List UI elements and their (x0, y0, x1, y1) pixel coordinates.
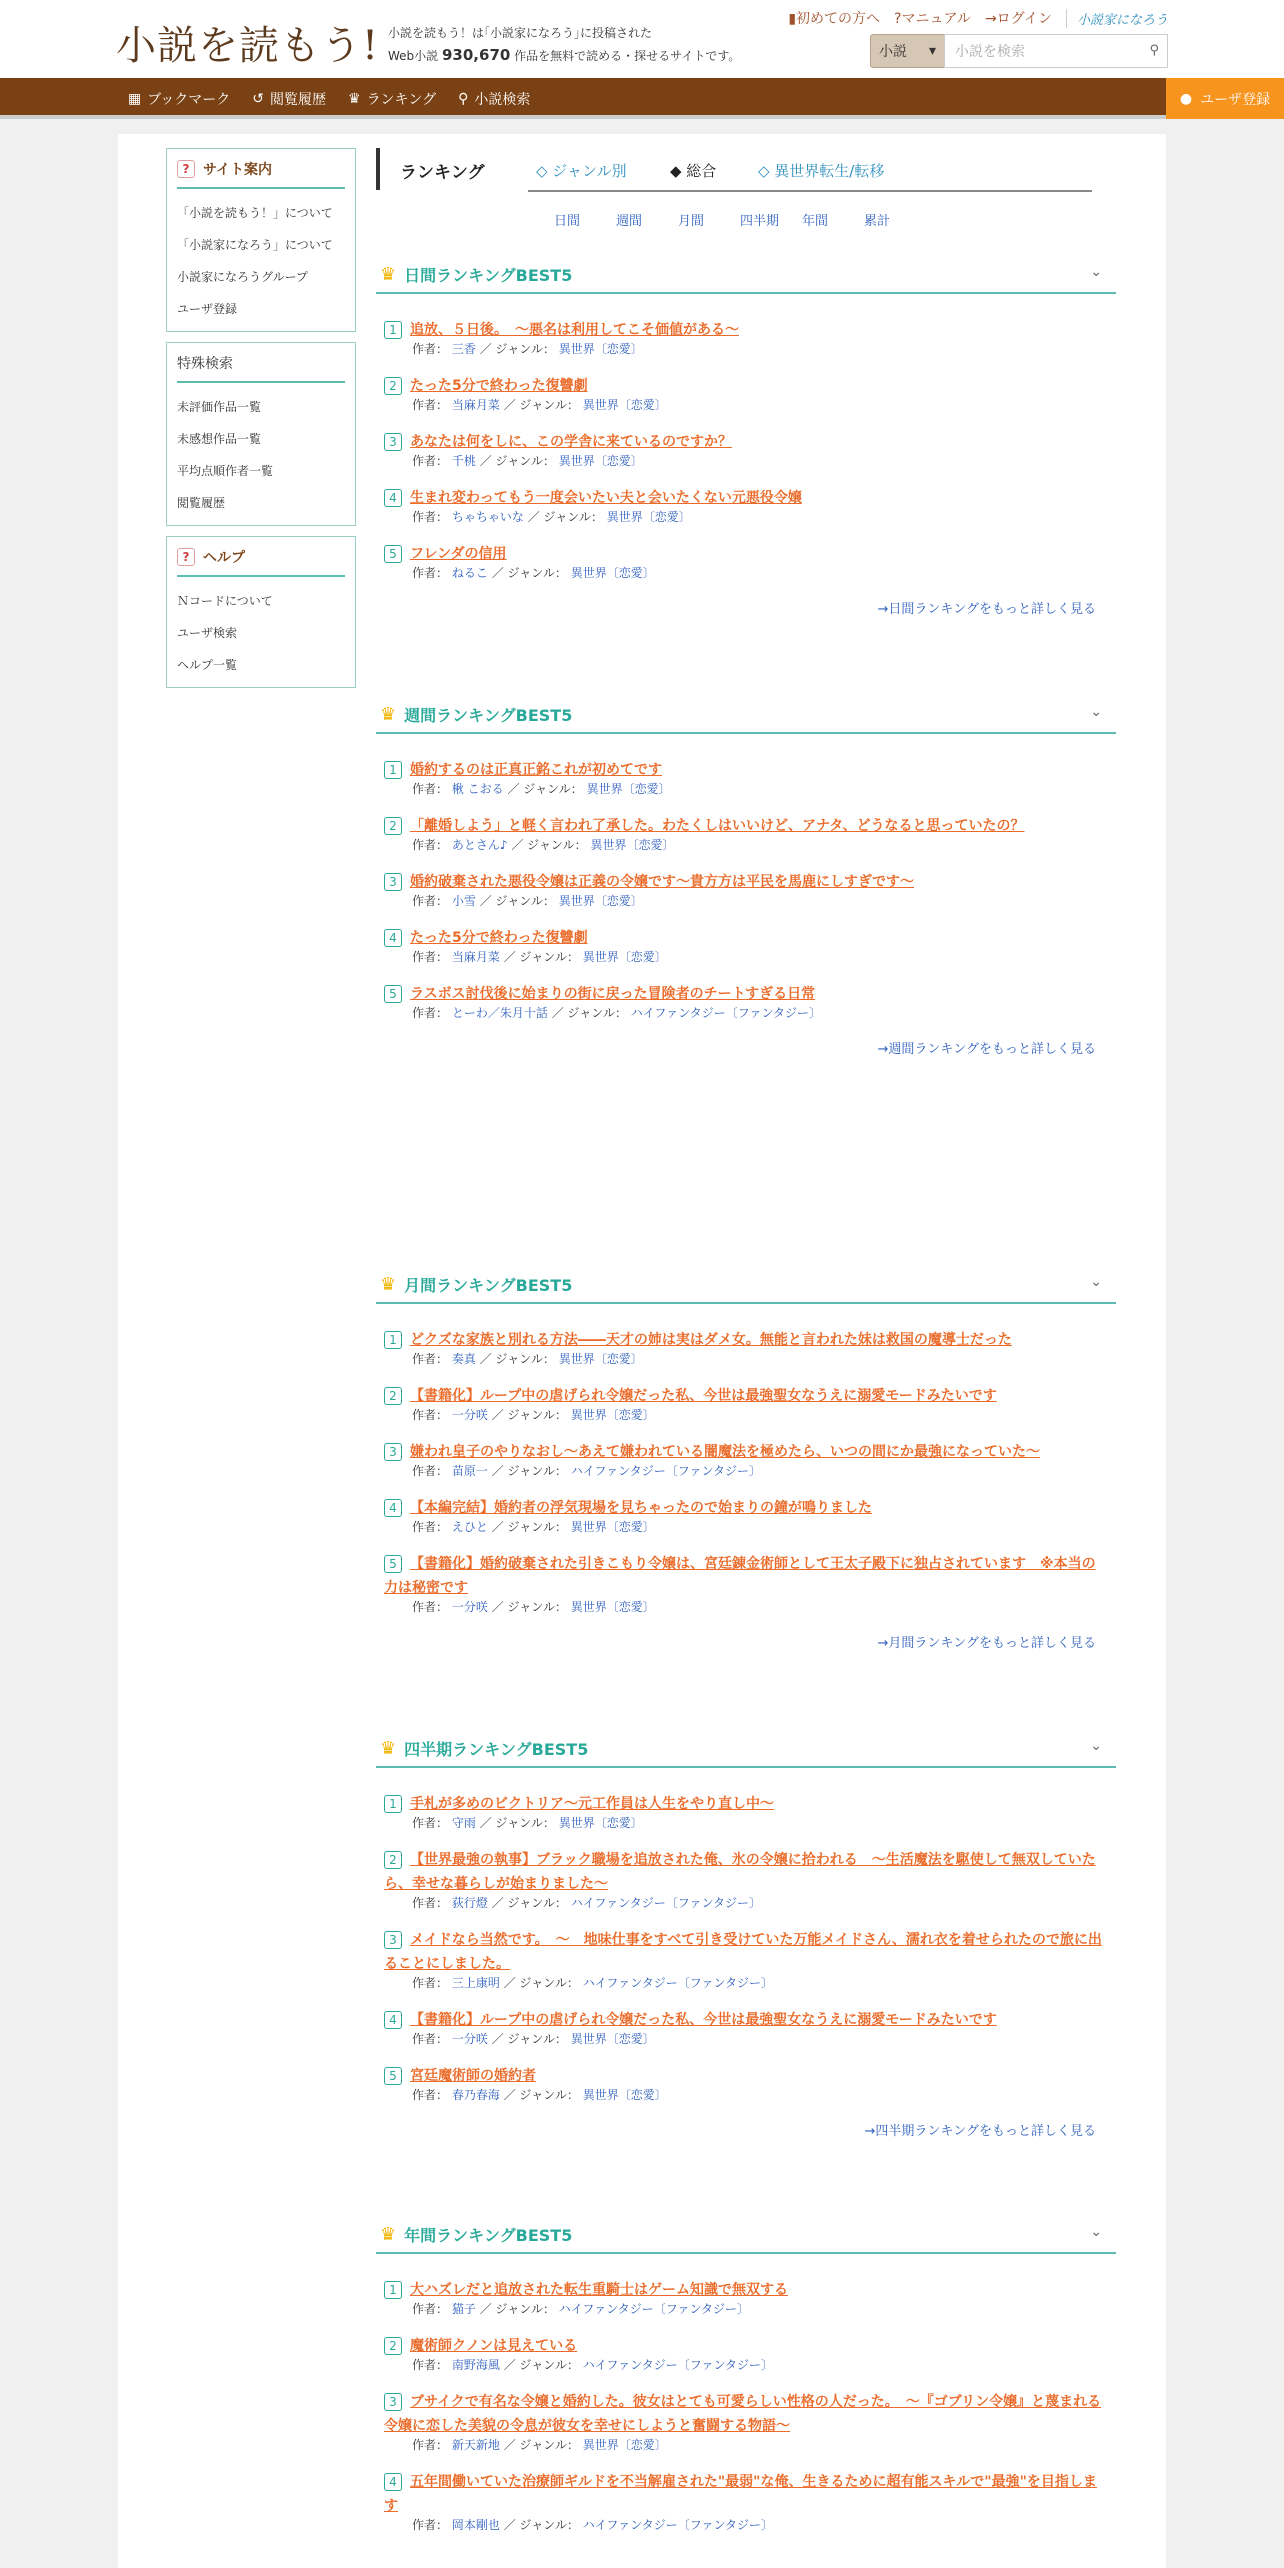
author-link[interactable]: 一分咲 (451, 1408, 488, 1422)
crown-icon: ♛ (380, 263, 397, 285)
rank-badge: 3 (384, 1443, 402, 1461)
sidebar-item[interactable]: 「小説家になろう」について (177, 238, 333, 252)
question-icon: ? (177, 160, 195, 178)
entry-title-link[interactable] (384, 1384, 1106, 1408)
nav-ranking[interactable]: ♛ ランキング (348, 90, 437, 108)
rank-badge: 1 (384, 2281, 402, 2299)
entry-title-link[interactable] (384, 2008, 1106, 2032)
rank-badge: 4 (384, 489, 402, 507)
period-quarterly[interactable]: 四半期 (740, 214, 780, 229)
novel-title[interactable]: たった5分で終わった復讐劇 (410, 930, 588, 946)
sidebar-item[interactable]: ヘルプ一覧 (177, 658, 238, 672)
entry-meta: 作者： 猫子 ／ ジャンル： ハイファンタジー〔ファンタジー〕 (412, 2302, 749, 2316)
section-header[interactable] (376, 1266, 1116, 1304)
chevron-down-icon[interactable]: ⌄ (1090, 1274, 1102, 1290)
more-ranking-link[interactable]: →月間ランキングをもっと詳しく見る (877, 1636, 1096, 1651)
sidebar-item[interactable]: 平均点順作者一覧 (177, 464, 274, 478)
ranking-entry (384, 2278, 1106, 2316)
novel-title[interactable]: どクズな家族と別れる方法――天才の姉は実はダメ女。無能と言われた妹は救国の魔導士だった (410, 1332, 1012, 1348)
entry-meta: 作者： 苗原一 ／ ジャンル： ハイファンタジー〔ファンタジー〕 (412, 1464, 761, 1478)
novel-title[interactable]: たった5分で終わった復讐劇 (410, 378, 588, 394)
section-header[interactable] (376, 1730, 1116, 1768)
ranking-entry (384, 926, 1106, 964)
book-icon: ▮ (788, 11, 797, 27)
entry-title-link[interactable] (384, 870, 1106, 894)
novel-title[interactable]: 【書籍化】ループ中の虐げられ令嬢だった私、今世は最強聖女なうえに溺愛モードみたいです (410, 1388, 997, 1404)
genre-link[interactable]: 異世界〔恋愛〕 (558, 454, 643, 468)
ranking-entry (384, 1552, 1106, 1614)
entry-meta: 作者： 南野海風 ／ ジャンル： ハイファンタジー〔ファンタジー〕 (412, 2358, 773, 2372)
tab-isekai[interactable]: ◇ 異世界転生/転移 (758, 162, 885, 180)
ranking-entry (384, 870, 1106, 908)
rank-badge: 1 (384, 761, 402, 779)
sidebar-item[interactable]: 未感想作品一覧 (177, 432, 262, 446)
author-link[interactable]: 当麻月菜 (451, 950, 500, 964)
ranking-entry (384, 1848, 1106, 1910)
site-logo[interactable] (116, 14, 379, 71)
rank-badge: 4 (384, 929, 402, 947)
login-link[interactable]: →ログイン (984, 11, 1052, 27)
entry-title-link[interactable] (384, 2278, 1106, 2302)
more-ranking-link[interactable]: →四半期ランキングをもっと詳しく見る (864, 2124, 1096, 2139)
author-link[interactable]: 春乃春海 (451, 2088, 500, 2102)
novel-title[interactable]: 手札が多めのビクトリア〜元工作員は人生をやり直し中〜 (410, 1796, 774, 1812)
sidebar (166, 148, 356, 698)
question-icon: ? (894, 11, 902, 27)
ranking-section (376, 2216, 1116, 2550)
author-link[interactable]: とーわ／朱月十話 (451, 1006, 548, 1020)
entry-meta: 作者： あとさん♪ ／ ジャンル： 異世界〔恋愛〕 (412, 838, 675, 852)
section-title: 週間ランキングBEST5 (404, 705, 573, 725)
novel-title[interactable]: 大ハズレだと追放された転生重騎士はゲーム知識で無双する (410, 2282, 788, 2298)
entry-meta: 作者： とーわ／朱月十話 ／ ジャンル： ハイファンタジー〔ファンタジー〕 (412, 1006, 821, 1020)
author-link[interactable]: 楸 こおる (451, 782, 504, 796)
ranking-entry (384, 1384, 1106, 1422)
search-icon: ⚲ (458, 90, 469, 107)
rank-badge: 1 (384, 1331, 402, 1349)
nav-bookmark[interactable]: ▦ ブックマーク (128, 90, 231, 108)
entry-title-link[interactable] (384, 542, 1106, 566)
genre-link[interactable]: 異世界〔恋愛〕 (558, 342, 643, 356)
author-link[interactable]: あとさん♪ (451, 838, 508, 852)
rank-badge: 3 (384, 1931, 402, 1949)
rank-badge: 2 (384, 2337, 402, 2355)
genre-link[interactable]: 異世界〔恋愛〕 (582, 2438, 667, 2452)
author-link[interactable]: 当麻月菜 (451, 398, 500, 412)
entry-meta: 作者： 一分咲 ／ ジャンル： 異世界〔恋愛〕 (412, 2032, 655, 2046)
entry-meta: 作者： 一分咲 ／ ジャンル： 異世界〔恋愛〕 (412, 1600, 655, 1614)
search-input[interactable]: 小説を検索 ⚲ (944, 34, 1168, 68)
sidebar-special-search: 特殊検索 未評価作品一覧 未感想作品一覧 平均点順作者一覧 閲覧履歴 (166, 342, 356, 526)
sidebar-item[interactable]: Ｎコードについて (177, 594, 273, 608)
more-ranking-link[interactable]: →日間ランキングをもっと詳しく見る (877, 602, 1096, 617)
chevron-down-icon[interactable]: ⌄ (1090, 704, 1102, 720)
author-link[interactable]: 新天新地 (451, 2438, 500, 2452)
logo-main: 小説を読もう (116, 23, 362, 69)
sidebar-item[interactable]: ユーザ検索 (177, 626, 238, 640)
period-daily[interactable]: 日間 (554, 214, 581, 229)
sidebar-item[interactable]: 「小説を読もう！」について (177, 206, 333, 220)
crown-icon: ♛ (380, 1737, 397, 1759)
genre-link[interactable]: 異世界〔恋愛〕 (570, 566, 655, 580)
entry-title-link[interactable] (384, 758, 1106, 782)
ranking-entry (384, 814, 1106, 852)
ranking-entry (384, 1928, 1106, 1990)
sidebar-site-guide: ? サイト案内 「小説を読もう！」について 「小説家になろう」について 小説家になろうグループ ユーザ登録 (166, 148, 356, 332)
genre-link[interactable]: ハイファンタジー〔ファンタジー〕 (582, 2518, 773, 2532)
tab-genre[interactable]: ◇ ジャンル別 (536, 162, 627, 180)
rank-badge: 3 (384, 433, 402, 451)
novel-title[interactable]: 追放、５日後。 ～悪名は利用してこそ価値がある～ (410, 322, 739, 338)
main-nav (0, 78, 1284, 119)
entry-meta: 作者： 小雪 ／ ジャンル： 異世界〔恋愛〕 (412, 894, 643, 908)
chevron-down-icon[interactable]: ⌄ (1090, 264, 1102, 280)
entry-meta: 作者： えひと ／ ジャンル： 異世界〔恋愛〕 (412, 1520, 655, 1534)
period-total[interactable]: 累計 (864, 214, 891, 229)
genre-link[interactable]: 異世界〔恋愛〕 (570, 2032, 655, 2046)
entry-meta: 作者： 当麻月菜 ／ ジャンル： 異世界〔恋愛〕 (412, 950, 667, 964)
novel-title[interactable]: 婚約するのは正真正銘これが初めてです (410, 762, 662, 778)
chevron-down-icon[interactable]: ⌄ (1090, 2224, 1102, 2240)
genre-link[interactable]: ハイファンタジー〔ファンタジー〕 (558, 2302, 749, 2316)
entry-title-link[interactable] (384, 982, 1106, 1006)
author-link[interactable]: 荻行燈 (451, 1896, 488, 1910)
logo-exclamation: ! (362, 23, 380, 69)
period-yearly[interactable]: 年間 (802, 214, 829, 229)
entry-title-link[interactable] (384, 1496, 1106, 1520)
naro-logo-link[interactable]: 小説家になろう (1066, 9, 1168, 28)
entry-title-link[interactable] (384, 430, 1106, 454)
rank-badge: 1 (384, 1795, 402, 1813)
ranking-section (376, 1266, 1116, 1651)
ranking-entry (384, 1496, 1106, 1534)
entry-meta: 作者： 楸 こおる ／ ジャンル： 異世界〔恋愛〕 (412, 782, 671, 796)
entry-title-link[interactable] (384, 1848, 1106, 1896)
crown-icon: ♛ (380, 703, 397, 725)
entry-title-link[interactable] (384, 318, 1106, 342)
author-link[interactable]: 南野海風 (451, 2358, 500, 2372)
entry-title-link[interactable] (384, 486, 1106, 510)
ranking-entry (384, 2390, 1106, 2452)
genre-link[interactable]: 異世界〔恋愛〕 (582, 2088, 667, 2102)
rank-badge: 2 (384, 1387, 402, 1405)
ranking-section (376, 256, 1116, 617)
novel-title[interactable]: ラスボス討伐後に始まりの街に戻った冒険者のチートすぎる日常 (410, 986, 816, 1002)
section-header[interactable] (376, 2216, 1116, 2254)
manual-link[interactable]: ?マニュアル (894, 11, 971, 27)
rank-badge: 5 (384, 545, 402, 563)
section-title: 日間ランキングBEST5 (404, 265, 573, 285)
sidebar-help: ? ヘルプ Ｎコードについて ユーザ検索 ヘルプ一覧 (166, 536, 356, 688)
author-link[interactable]: 一分咲 (451, 2032, 488, 2046)
author-link[interactable]: 守雨 (451, 1816, 476, 1830)
novel-count: 930,670 (442, 46, 511, 64)
genre-link[interactable]: ハイファンタジー〔ファンタジー〕 (570, 1896, 761, 1910)
entry-title-link[interactable] (384, 1552, 1106, 1600)
ranking-entry (384, 2008, 1106, 2046)
site-description (388, 22, 740, 67)
novel-title[interactable]: 【世界最強の執事】ブラック職場を追放された俺、氷の令嬢に拾われる ～生活魔法を駆使して無双していたら、幸せな暮らしが始まりました～ (384, 1852, 1096, 1892)
ranking-entry (384, 1328, 1106, 1366)
sidebar-item[interactable]: 未評価作品一覧 (177, 400, 262, 414)
section-title: 月間ランキングBEST5 (404, 1275, 573, 1295)
period-monthly[interactable]: 月間 (678, 214, 705, 229)
rank-badge: 4 (384, 2473, 402, 2491)
section-title: 年間ランキングBEST5 (404, 2225, 573, 2245)
entry-title-link[interactable] (384, 2064, 1106, 2088)
genre-link[interactable]: 異世界〔恋愛〕 (586, 782, 671, 796)
novel-title[interactable]: 生まれ変わってもう一度会いたい夫と会いたくない元悪役令嬢 (410, 490, 802, 506)
entry-title-link[interactable] (384, 926, 1106, 950)
sidebar-item[interactable]: 閲覧履歴 (177, 496, 226, 510)
entry-title-link[interactable] (384, 1328, 1106, 1352)
genre-link[interactable]: ハイファンタジー〔ファンタジー〕 (582, 2358, 773, 2372)
ranking-entry (384, 542, 1106, 580)
list-icon: ▦ (128, 90, 142, 107)
rank-badge: 1 (384, 321, 402, 339)
genre-link[interactable]: 異世界〔恋愛〕 (582, 950, 667, 964)
first-time-link[interactable]: ▮初めての方へ (788, 11, 881, 27)
section-header[interactable] (376, 256, 1116, 294)
author-link[interactable]: 千桃 (451, 454, 476, 468)
novel-title[interactable]: 【書籍化】婚約破棄された引きこもり令嬢は、宮廷錬金術師として王太子殿下に独占されています ※本当の力は秘密です (384, 1556, 1096, 1596)
period-links (554, 210, 1116, 229)
novel-title[interactable]: 魔術師クノンは見えている (410, 2338, 578, 2354)
entry-meta: 作者： ねるこ ／ ジャンル： 異世界〔恋愛〕 (412, 566, 655, 580)
genre-link[interactable]: 異世界〔恋愛〕 (590, 838, 675, 852)
rank-badge: 5 (384, 985, 402, 1003)
novel-title[interactable]: ブサイクで有名な令嬢と婚約した。彼女はとても可愛らしい性格の人だった。 ～『ゴブリン令嬢』と蔑まれる令嬢に恋した美貌の令息が彼女を幸せにしようと奮闘する物語～ (384, 2394, 1102, 2434)
entry-meta: 作者： 千桃 ／ ジャンル： 異世界〔恋愛〕 (412, 454, 643, 468)
section-header[interactable] (376, 696, 1116, 734)
genre-link[interactable]: ハイファンタジー〔ファンタジー〕 (582, 1976, 773, 1990)
period-weekly[interactable]: 週間 (616, 214, 643, 229)
genre-link[interactable]: ハイファンタジー〔ファンタジー〕 (630, 1006, 821, 1020)
novel-title[interactable]: 婚約破棄された悪役令嬢は正義の令嬢です〜貴方方は平民を馬鹿にしすぎです〜 (410, 874, 914, 890)
ranking-entry (384, 2064, 1106, 2102)
rank-badge: 3 (384, 873, 402, 891)
novel-title[interactable]: メイドなら当然です。 ～ 地味仕事をすべて引き受けていた万能メイドさん、濡れ衣を着せられたので旅に出ることにしました。 (384, 1932, 1102, 1972)
main-content (376, 148, 1116, 2532)
rank-badge: 5 (384, 1555, 402, 1573)
entry-meta: 作者： 新天新地 ／ ジャンル： 異世界〔恋愛〕 (412, 2438, 667, 2452)
genre-link[interactable]: 異世界〔恋愛〕 (582, 398, 667, 412)
entry-title-link[interactable] (384, 2334, 1106, 2358)
author-link[interactable]: 猫子 (451, 2302, 476, 2316)
author-link[interactable]: ちゃちゃいな (451, 510, 524, 524)
user-icon: ● (1179, 90, 1193, 107)
entry-title-link[interactable] (384, 374, 1106, 398)
entry-title-link[interactable] (384, 2470, 1106, 2518)
nav-search[interactable]: ⚲ 小説検索 (458, 90, 531, 108)
rank-badge: 4 (384, 2011, 402, 2029)
rank-badge: 2 (384, 1851, 402, 1869)
entry-title-link[interactable] (384, 2390, 1106, 2438)
chevron-down-icon[interactable]: ⌄ (1090, 1738, 1102, 1754)
sidebar-item[interactable]: ユーザ登録 (177, 302, 238, 316)
genre-link[interactable]: 異世界〔恋愛〕 (558, 894, 643, 908)
user-register-button[interactable]: ● ユーザ登録 (1166, 78, 1284, 119)
ranking-entry (384, 982, 1106, 1020)
entry-title-link[interactable] (384, 1792, 1106, 1816)
desc-line2: Web小説 930,670 作品を無料で読める・探せるサイトです。 (388, 46, 741, 64)
desc-line1: 小説を読もう！は｢小説家になろう｣に投稿された (388, 26, 653, 40)
genre-link[interactable]: 異世界〔恋愛〕 (570, 1600, 655, 1614)
ranking-entry (384, 430, 1106, 468)
novel-title[interactable]: 五年間働いていた治療師ギルドを不当解雇された"最弱"な俺、生きるために超有能スキルで"最強"を目指します (384, 2474, 1097, 2514)
author-link[interactable]: 岡本剛也 (451, 2518, 500, 2532)
entry-meta: 作者： 守雨 ／ ジャンル： 異世界〔恋愛〕 (412, 1816, 643, 1830)
ranking-entry (384, 1440, 1106, 1478)
entry-meta: 作者： 三上康明 ／ ジャンル： ハイファンタジー〔ファンタジー〕 (412, 1976, 773, 1990)
author-link[interactable]: ねるこ (451, 566, 488, 580)
novel-title[interactable]: 「離婚しよう」と軽く言われ了承した。わたくしはいいけど、アナタ、どうなると思っていたの？ (410, 818, 1025, 834)
ranking-tabs (376, 148, 1116, 190)
author-link[interactable]: 小雪 (451, 894, 476, 908)
ranking-entry (384, 374, 1106, 412)
author-link[interactable]: 苗原一 (451, 1464, 488, 1478)
history-icon: ↺ (252, 90, 264, 107)
novel-title[interactable]: 嫌われ皇子のやりなおし～あえて嫌われている闇魔法を極めたら、いつの間にか最強になっていた～ (410, 1444, 1040, 1460)
rank-badge: 4 (384, 1499, 402, 1517)
content-container (118, 134, 1166, 2568)
genre-link[interactable]: 異世界〔恋愛〕 (558, 1352, 643, 1366)
search-box (870, 34, 1168, 68)
entry-meta: 作者： 奏真 ／ ジャンル： 異世界〔恋愛〕 (412, 1352, 643, 1366)
entry-meta: 作者： 春乃春海 ／ ジャンル： 異世界〔恋愛〕 (412, 2088, 667, 2102)
chevron-down-icon: ▾ (928, 43, 936, 59)
entry-meta: 作者： 岡本剛也 ／ ジャンル： ハイファンタジー〔ファンタジー〕 (412, 2518, 773, 2532)
ranking-entry (384, 318, 1106, 356)
ranking-entry (384, 2334, 1106, 2372)
novel-title[interactable]: フレンダの信用 (410, 546, 507, 562)
ranking-entry (384, 2470, 1106, 2532)
rank-badge: 2 (384, 377, 402, 395)
genre-link[interactable]: 異世界〔恋愛〕 (570, 1520, 655, 1534)
rank-badge: 3 (384, 2393, 402, 2411)
entry-meta: 作者： 荻行燈 ／ ジャンル： ハイファンタジー〔ファンタジー〕 (412, 1896, 761, 1910)
rank-badge: 2 (384, 817, 402, 835)
entry-title-link[interactable] (384, 814, 1106, 838)
top-links (788, 8, 1168, 28)
novel-title[interactable]: 【本編完結】婚約者の浮気現場を見ちゃったので始まりの鐘が鳴りました (410, 1500, 872, 1516)
entry-meta: 作者： 三香 ／ ジャンル： 異世界〔恋愛〕 (412, 342, 643, 356)
entry-meta: 作者： 一分咲 ／ ジャンル： 異世界〔恋愛〕 (412, 1408, 655, 1422)
site-header (0, 0, 1284, 78)
search-icon[interactable]: ⚲ (1149, 43, 1159, 58)
genre-link[interactable]: 異世界〔恋愛〕 (558, 1816, 643, 1830)
author-link[interactable]: 一分咲 (451, 1600, 488, 1614)
genre-link[interactable]: 異世界〔恋愛〕 (570, 1408, 655, 1422)
ranking-entry (384, 758, 1106, 796)
novel-title[interactable]: あなたは何をしに、この学舎に来ているのですか？ (410, 434, 732, 450)
genre-link[interactable]: ハイファンタジー〔ファンタジー〕 (570, 1464, 761, 1478)
crown-icon: ♛ (348, 90, 361, 107)
author-link[interactable]: えひと (451, 1520, 488, 1534)
genre-link[interactable]: 異世界〔恋愛〕 (606, 510, 691, 524)
page-title: ランキング (400, 163, 485, 183)
question-icon: ? (177, 548, 195, 566)
entry-title-link[interactable] (384, 1440, 1106, 1464)
ranking-section (376, 1730, 1116, 2139)
tab-overall[interactable]: ◆ 総合 (670, 162, 717, 180)
login-icon: → (984, 11, 997, 27)
more-ranking-link[interactable]: →週間ランキングをもっと詳しく見る (877, 1042, 1096, 1057)
crown-icon: ♛ (380, 2223, 397, 2245)
nav-history[interactable]: ↺ 閲覧履歴 (252, 90, 326, 108)
sidebar-item[interactable]: 小説家になろうグループ (177, 270, 309, 284)
rank-badge: 5 (384, 2067, 402, 2085)
author-link[interactable]: 奏真 (451, 1352, 476, 1366)
ranking-entry (384, 1792, 1106, 1830)
entry-meta: 作者： 当麻月菜 ／ ジャンル： 異世界〔恋愛〕 (412, 398, 667, 412)
novel-title[interactable]: 【書籍化】ループ中の虐げられ令嬢だった私、今世は最強聖女なうえに溺愛モードみたいです (410, 2012, 997, 2028)
author-link[interactable]: 三香 (451, 342, 476, 356)
novel-title[interactable]: 宮廷魔術師の婚約者 (410, 2068, 536, 2084)
section-title: 四半期ランキングBEST5 (404, 1739, 589, 1759)
crown-icon: ♛ (380, 1273, 397, 1295)
entry-title-link[interactable] (384, 1928, 1106, 1976)
entry-meta: 作者： ちゃちゃいな ／ ジャンル： 異世界〔恋愛〕 (412, 510, 691, 524)
search-type-select[interactable]: 小説 ▾ (870, 34, 944, 68)
ranking-entry (384, 486, 1106, 524)
ranking-section (376, 696, 1116, 1057)
author-link[interactable]: 三上康明 (451, 1976, 500, 1990)
